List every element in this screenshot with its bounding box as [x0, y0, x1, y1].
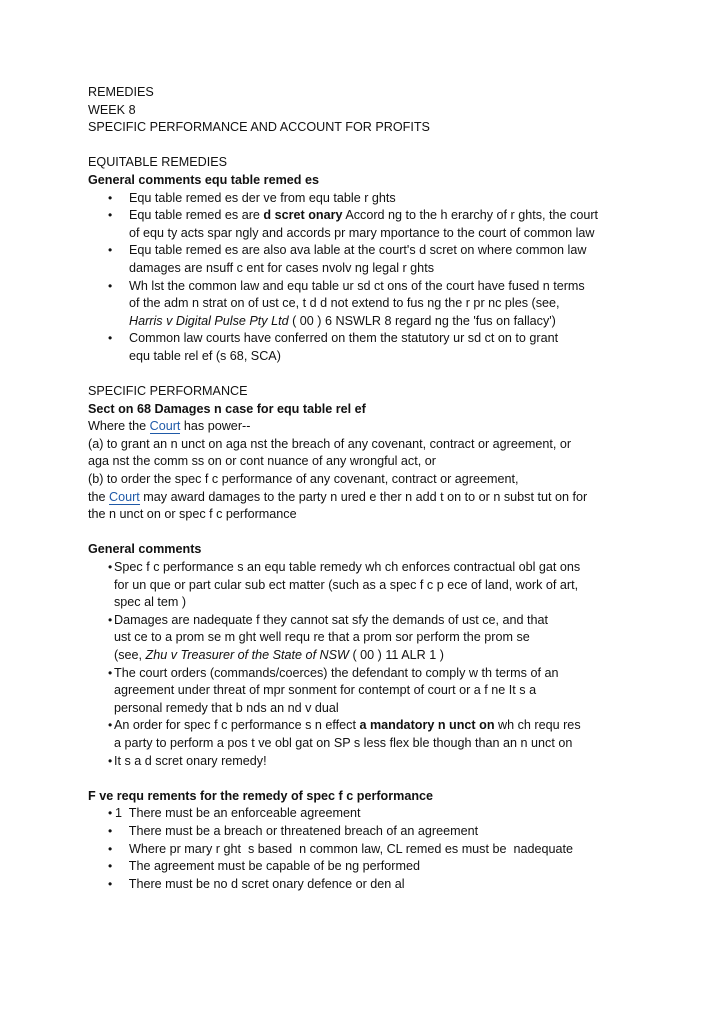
- spacer: [88, 770, 633, 788]
- bullet-icon: •: [108, 208, 113, 223]
- list-item: • There must be no d scret onary defence or den al: [88, 876, 633, 894]
- equitable-list: [88, 190, 633, 366]
- specific-heading: SPECIFIC PERFORMANCE: [88, 384, 248, 399]
- bullet-icon: •: [108, 823, 113, 838]
- bullet-icon: •: [108, 859, 113, 874]
- bullet-icon: •: [108, 718, 113, 733]
- spacer: [88, 137, 633, 155]
- list-item: • Equ table remed es are d scret onary Accord ng to the h erarchy of r ghts, the court of equ ty acts spar ngly and accords pr mary mportance to the court of common law: [108, 208, 599, 240]
- case-citation: Zhu v Treasurer of the State of NSW: [145, 648, 349, 662]
- spacer: [88, 524, 633, 542]
- bullet-icon: •: [108, 612, 113, 627]
- list-item: • Equ table remed es der ve from equ table r ghts: [88, 190, 633, 208]
- bullet-icon: •: [108, 560, 113, 575]
- general-heading: General comments: [88, 542, 202, 557]
- court-link[interactable]: Court: [149, 419, 181, 434]
- doc-title: REMEDIES: [88, 85, 154, 99]
- bullet-icon: •: [108, 753, 113, 768]
- bullet-icon: •: [108, 278, 113, 293]
- document-page: REMEDIES WEEK 8 SPECIFIC PERFORMANCE AND ACCOUNT FOR PROFITS EQUITABLE REMEDIES General comments equ table remed es • Equ table remed es der ve from equ table r ghts • Equ table remed es are d scret onary Accord ng to the h erarchy of r ghts, the court of equ ty acts spar ngly and accords pr mary mportance to the court of common law • Equ table remed es are also ava lable at the court's d scret on where common law damages are nsuff c ent for cases nvolv ng legal r ghts • Wh lst the common law and equ table ur sd ct ons of the court have fused n terms of the adm n strat on of ust ce, t d d not extend to fus ng the r pr nc ples (see, Harris v Digital Pulse Pty Ltd ( 00 ) 6 NSWLR 8 regard ng the 'fus on fallacy') • Common law courts have conferred on them the statutory ur sd ct on to grant equ table rel ef (s 68, SCA) SPECIFIC PERFORMANCE Sect on 68 Damages n case for equ table rel ef Where the Court has power-- (a) to grant an n unct on aga nst the breach of any covenant, contract or agreement, or aga nst the comm ss on or cont nuance of any wrongful act, or (b) to order the spec f c performance of any covenant, contract or agreement, the Court may award damages to the party n ured e ther n add t on to or n subst tut on for the n unct on or spec f c performance General comments • Spec f c performance s an equ table remedy wh ch enforces contractual obl gat ons for un que or part cular sub ect matter (such as a spec f c p ece of land, work of art, spec al tem ) • Damages are nadequate f they cannot sat sfy the demands of ust ce, and that ust ce to a prom se m ght well requ re that a prom sor perform the prom se (see, Zhu v Treasurer of the State of NSW ( 00 ) 11 ALR 1 ) • The court orders (commands/coerces) the defendant to comply w th terms of an agreement under threat of mpr sonment for contempt of court or a f ne It s a personal remedy that b nds an nd v dual • An order for spec f c performance s n effect a mandatory n unct on wh ch requ res a party to perform a pos t ve obl gat on SP s less flex ble though than an n unct on • It s a d scret onary remedy! F ve requ rements for the remedy of spec f c performance • 1 There must be an enforceable agreement • There must be a breach or threatened breach of an agreement • Where pr mary r ght s based n common law, CL remed es must be nadequate • The agreement must be capable of be ng performed • There must be no d scret onary defence or den al: [88, 84, 633, 893]
- bullet-icon: •: [108, 806, 113, 821]
- case-citation: Harris v Digital Pulse Pty Ltd: [129, 313, 289, 328]
- court-link[interactable]: Court: [109, 489, 140, 504]
- five-requirements-heading: F ve requ rements for the remedy of spec f c performance: [88, 788, 434, 803]
- list-item: • Equ table remed es are also ava lable at the court's d scret on where common law damages are nsuff c ent for cases nvolv ng legal r ghts: [108, 243, 587, 275]
- list-item: • 1 There must be an enforceable agreement: [88, 805, 633, 823]
- section-heading: Sect on 68 Damages n case for equ table rel ef: [88, 401, 366, 416]
- bullet-icon: •: [108, 665, 113, 680]
- doc-subtitle: SPECIFIC PERFORMANCE AND ACCOUNT FOR PROFITS: [88, 120, 430, 135]
- bullet-icon: •: [108, 876, 113, 891]
- bullet-icon: •: [108, 331, 113, 346]
- discretionary-emphasis: d scret onary: [263, 208, 343, 223]
- clause-a-line2: aga nst the comm ss on or cont nuance of any wrongful act, or: [88, 454, 436, 469]
- spacer: [88, 366, 633, 384]
- doc-week: WEEK 8: [88, 102, 136, 117]
- general-list: [88, 559, 633, 770]
- clause-b-line1: (b) to order the spec f c performance of any covenant, contract or agreement,: [88, 472, 519, 487]
- bullet-icon: •: [108, 841, 113, 856]
- requirements-list: [88, 805, 633, 893]
- equitable-comments-heading: General comments equ table remed es: [88, 172, 319, 187]
- mandatory-injunction-emphasis: a mandatory n unct on: [359, 718, 495, 733]
- list-item: • The court orders (commands/coerces) the defendant to comply w th terms of an agreement under threat of mpr sonment for contempt of court or a f ne It s a personal remedy that b nds an nd v dual: [108, 665, 559, 715]
- list-item: • Where pr mary r ght s based n common law, CL remed es must be nadequate: [88, 841, 633, 859]
- bullet-icon: •: [108, 190, 113, 205]
- list-item: • There must be a breach or threatened breach of an agreement: [88, 823, 633, 841]
- bullet-icon: •: [108, 243, 113, 258]
- list-item: • Wh lst the common law and equ table ur sd ct ons of the court have fused n terms of the adm n strat on of ust ce, t d d not extend to fus ng the r pr nc ples (see, Harris v Digital Pulse Pty Ltd ( 00 ) 6 NSWLR 8 regard ng the 'fus on fallacy'): [108, 278, 585, 328]
- clause-a-line1: (a) to grant an n unct on aga nst the breach of any covenant, contract or agreement, or: [88, 436, 572, 451]
- list-item: • Damages are nadequate f they cannot sat sfy the demands of ust ce, and that ust ce to a prom se m ght well requ re that a prom sor perform the prom se (see, Zhu v Treasurer of the State of NSW ( 00 ) 11 ALR 1 ): [108, 612, 549, 662]
- list-item: • Spec f c performance s an equ table remedy wh ch enforces contractual obl gat ons for un que or part cular sub ect matter (such as a spec f c p ece of land, work of art, spec al tem ): [108, 560, 581, 610]
- list-item: • It s a d scret onary remedy!: [88, 753, 633, 771]
- list-item: • An order for spec f c performance s n effect a mandatory n unct on wh ch requ res a party to perform a pos t ve obl gat on SP s less flex ble though than an n unct on: [108, 718, 581, 750]
- clause-last-line: the n unct on or spec f c performance: [88, 507, 297, 522]
- list-item: • Common law courts have conferred on them the statutory ur sd ct on to grant equ table rel ef (s 68, SCA): [108, 331, 559, 363]
- equitable-heading: EQUITABLE REMEDIES: [88, 155, 228, 170]
- list-item: • The agreement must be capable of be ng performed: [88, 858, 633, 876]
